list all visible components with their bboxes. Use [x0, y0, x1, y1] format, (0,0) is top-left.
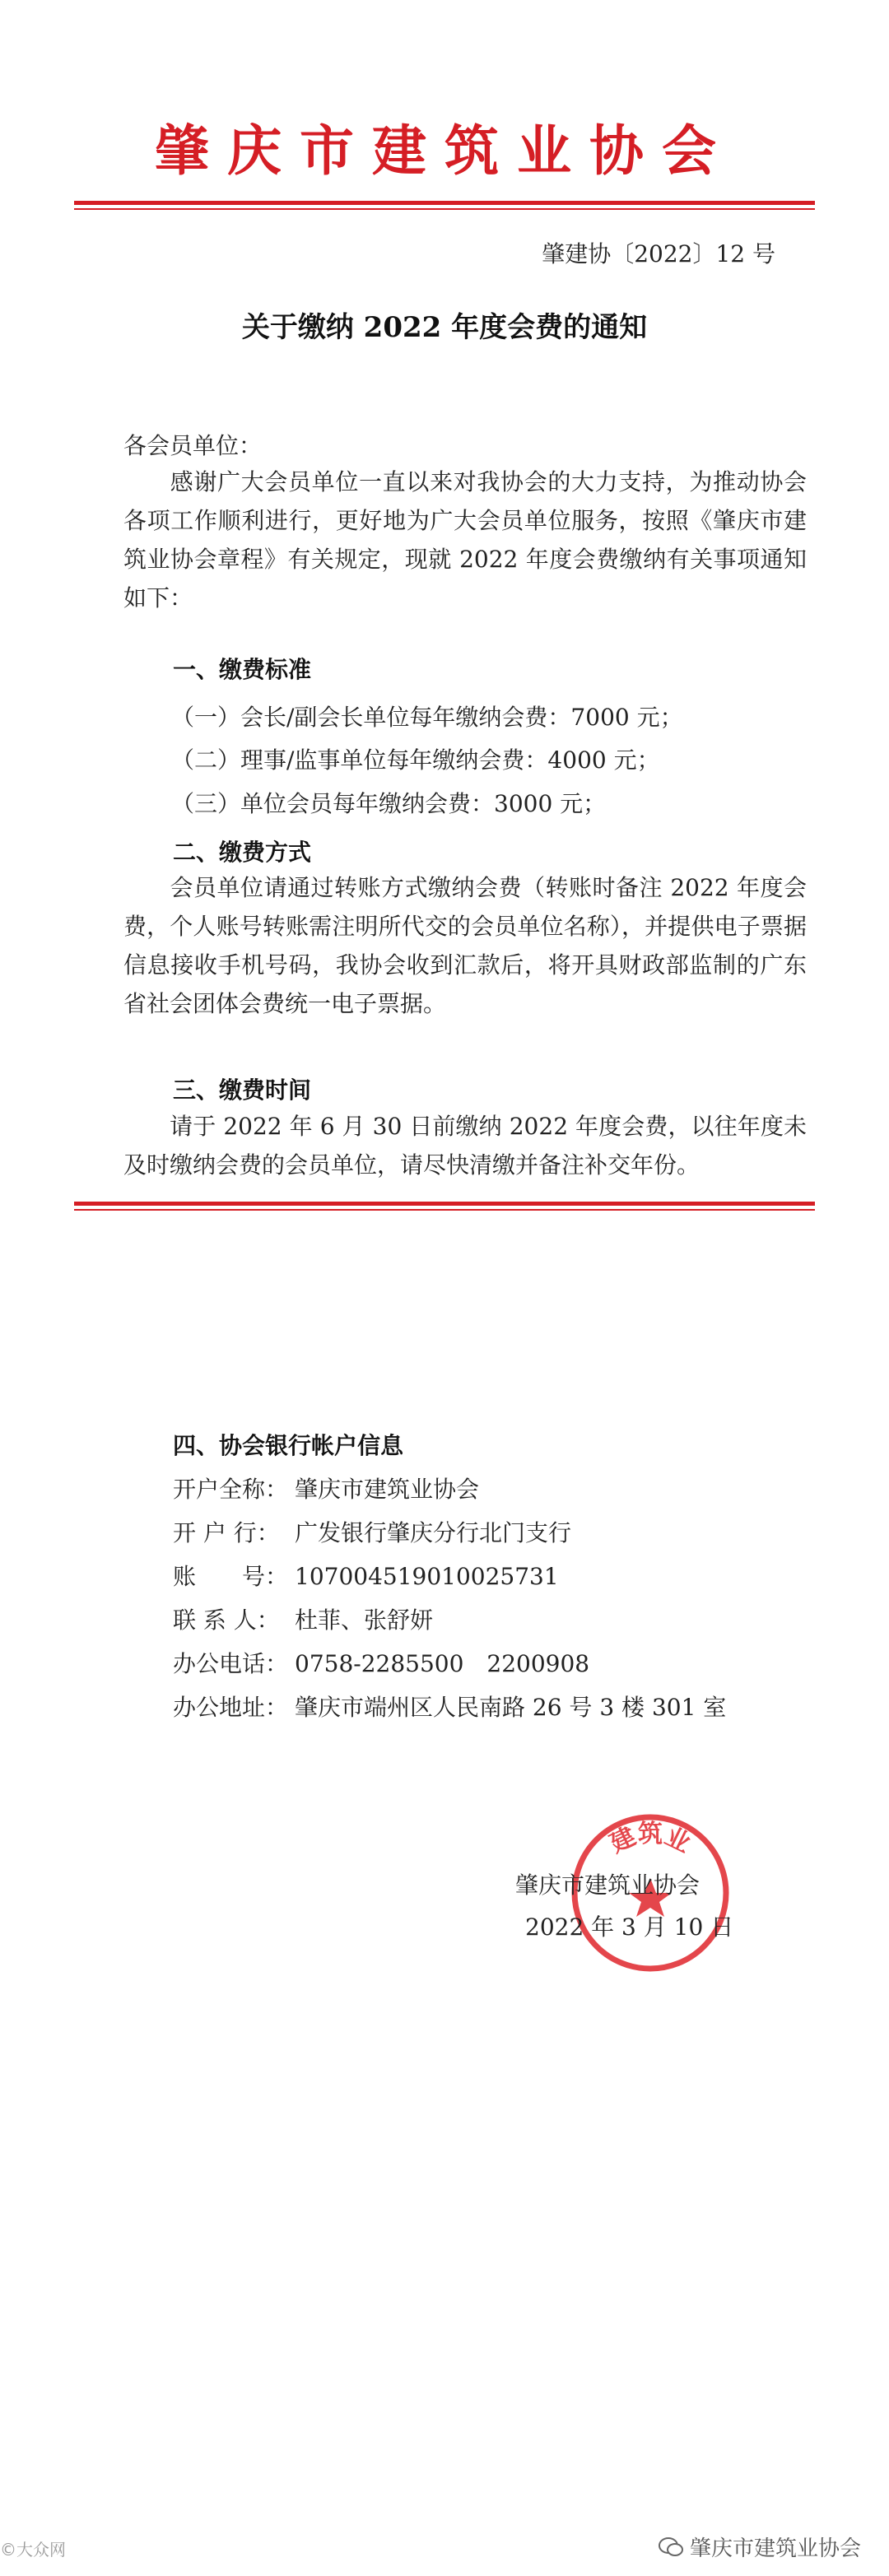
watermark-right-text: 肇庆市建筑业协会 [690, 2536, 862, 2561]
watermark-right [659, 2532, 861, 2562]
bank-value: 肇庆市端州区人民南路 26 号 3 楼 301 室 [295, 1694, 727, 1721]
section-bank-heading: 四、协会银行帐户信息 [173, 1432, 404, 1459]
seal-text: 建筑业 [605, 1820, 696, 1859]
wechat-icon [659, 2536, 683, 2558]
intro-text: 感谢广大会员单位一直以来对我协会的大力支持，为推动协会各项工作顺利进行，更好地为广大会员单位服务，按照《肇庆市建筑业协会章程》有关规定，现就 2022 年度会费缴纳有关事项通知如下： [123, 468, 807, 611]
bank-row-bank [173, 1515, 571, 1548]
issuer-name: 肇庆市建筑业协会 [515, 1872, 700, 1899]
bank-label: 账 号： [173, 1563, 289, 1590]
bank-value: 杜菲、张舒妍 [295, 1607, 434, 1634]
method-text: 会员单位请通过转账方式缴纳会费（转账时备注 2022 年度会费，个人账号转账需注明所代交的会员单位名称），并提供电子票据信息接收手机号码，我协会收到汇款后，将开具财政部监制的广东省社会团体会费统一电子票据。 [123, 874, 807, 1017]
bank-row-address [173, 1690, 726, 1723]
watermark-left: ©大众网 [0, 2540, 66, 2560]
fee-item: （一）会长/副会长单位每年缴纳会费：7000 元； [171, 704, 683, 731]
section-standard-heading: 一、缴费标准 [173, 656, 312, 683]
time-paragraph [123, 1107, 807, 1184]
bank-value: 肇庆市建筑业协会 [295, 1476, 480, 1503]
fee-item: （三）单位会员每年缴纳会费：3000 元； [171, 790, 607, 817]
bank-row-account-name [173, 1472, 479, 1504]
document-number: 肇建协〔2022〕12 号 [542, 240, 775, 267]
method-paragraph [123, 868, 807, 1023]
section-method-heading: 二、缴费方式 [173, 839, 312, 866]
bank-label: 联 系 人： [173, 1607, 280, 1634]
bank-label: 办公地址： [173, 1694, 289, 1721]
notice-title: 关于缴纳 2022 年度会费的通知 [241, 311, 648, 344]
letterhead-title: 肇庆市建筑业协会 [155, 119, 734, 183]
bank-value: 广发银行肇庆分行北门支行 [295, 1519, 572, 1546]
time-text: 请于 2022 年 6 月 30 日前缴纳 2022 年度会费，以往年度未及时缴纳会费的会员单位，请尽快清缴并备注补交年份。 [123, 1113, 807, 1179]
fee-item: （二）理事/监事单位每年缴纳会费：4000 元； [171, 746, 660, 774]
bank-row-contact [173, 1602, 433, 1635]
salutation: 各会员单位： [123, 432, 263, 459]
section-rule-thick [74, 1202, 815, 1206]
issue-date: 2022 年 3 月 10 日 [525, 1913, 734, 1941]
bank-label: 开户全称： [173, 1476, 289, 1503]
section-rule-thin [74, 1209, 815, 1211]
bank-label: 办公电话： [173, 1650, 289, 1677]
bank-label: 开 户 行： [173, 1519, 280, 1546]
bank-row-phone [173, 1646, 589, 1679]
section-time-heading: 三、缴费时间 [173, 1076, 312, 1104]
bank-value: 0758-2285500 2200908 [295, 1650, 590, 1677]
intro-paragraph [123, 463, 807, 617]
bank-value: 107004519010025731 [295, 1563, 559, 1590]
bank-row-account-number [173, 1559, 559, 1592]
letterhead-rule-thin [74, 208, 815, 210]
letterhead-rule-thick [74, 201, 815, 205]
